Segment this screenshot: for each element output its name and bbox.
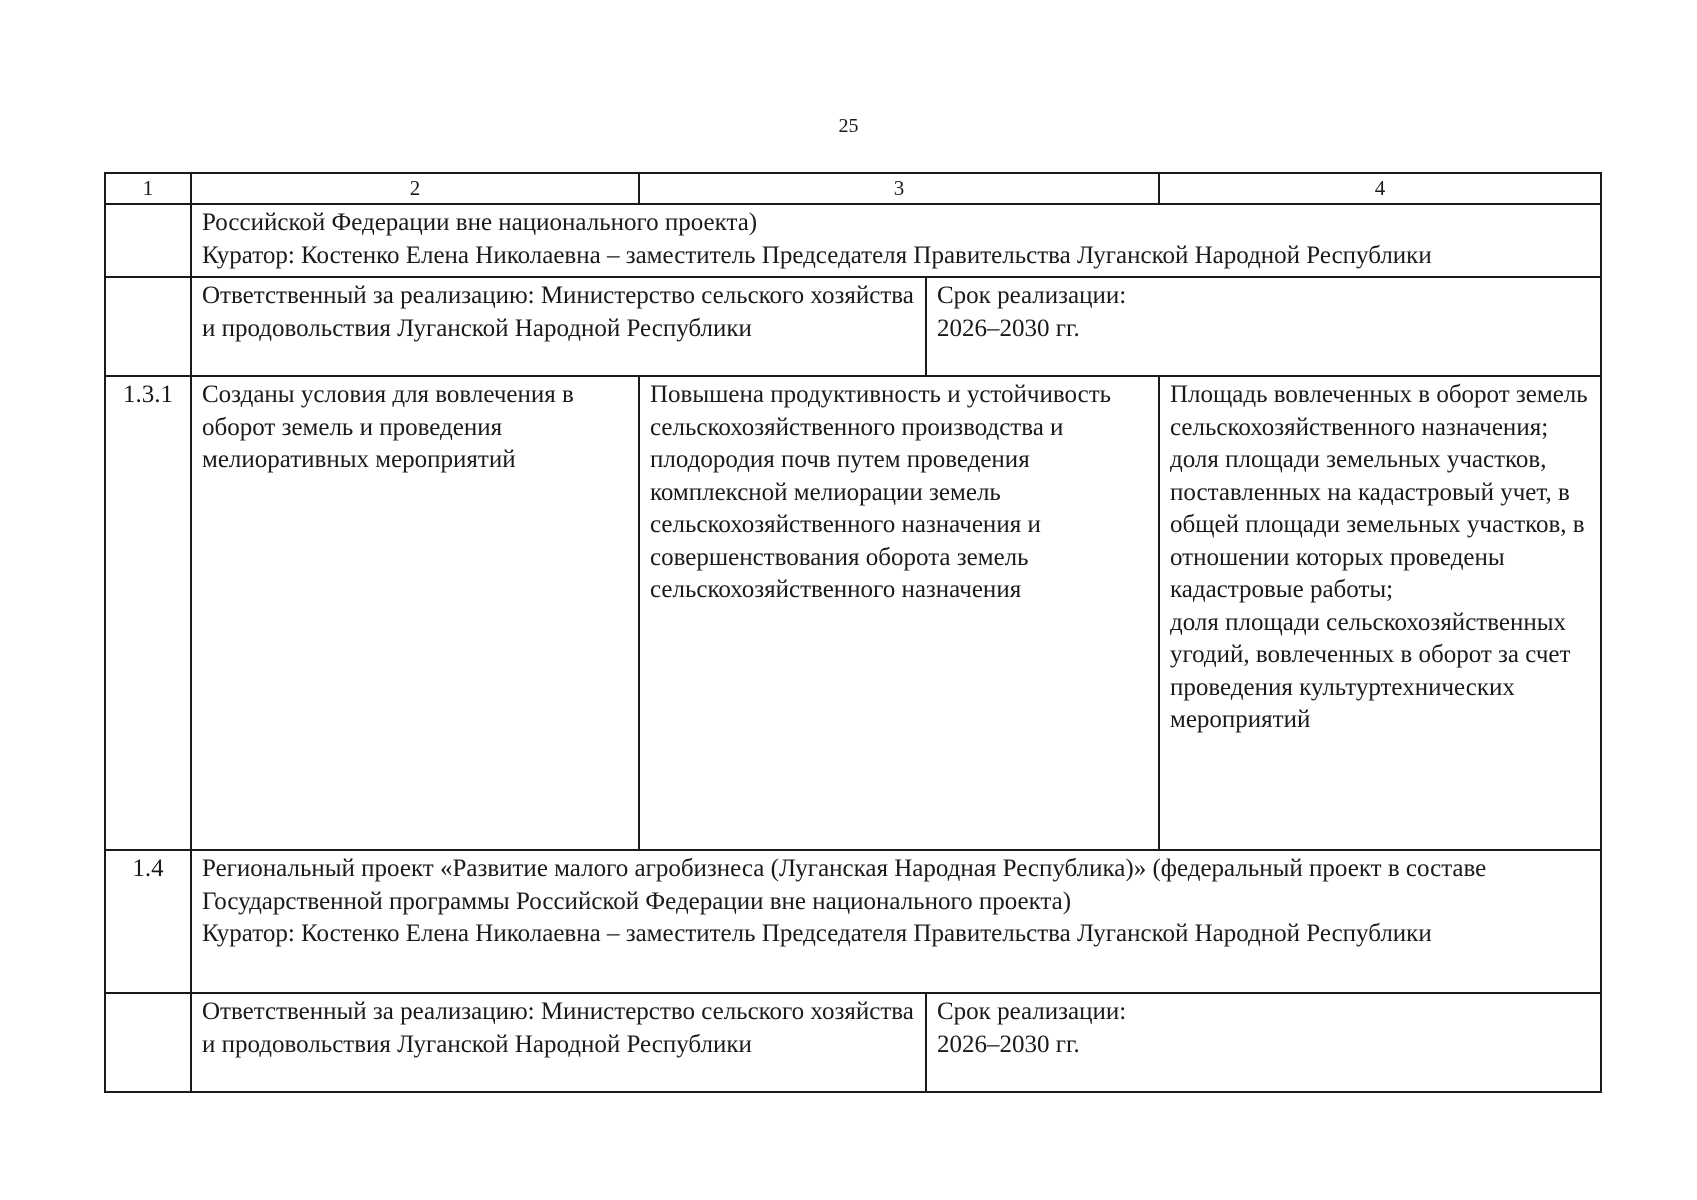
term-label: Срок реализации: [937,998,1127,1025]
responsible-row [105,993,1601,1092]
indicator-item: Площадь вовлеченных в оборот земель сельскохозяйственного назначения; [1170,381,1588,441]
empty-number-cell [105,204,191,277]
indicators-cell [1159,376,1601,850]
task-text: Созданы условия для вовлечения в оборот земель и проведения мелиоративных мероприятий [202,381,574,473]
responsible-row [105,277,1601,376]
term-value: 2026–2030 гг. [937,314,1080,342]
empty-number-cell [105,277,191,376]
header-col-1: 1 [105,173,191,204]
header-col-3: 3 [639,173,1159,204]
page-number: 25 [838,115,859,137]
section-curator: Куратор: Костенко Елена Николаевна – заместитель Председателя Правительства Луганской Народной Республики [202,241,1432,269]
measures-table [104,172,1602,1093]
responsible-text: Ответственный за реализацию: Министерство сельского хозяйства и продовольствия Луганской Народной Республики [202,282,914,342]
empty-number-cell [105,993,191,1092]
section-continuation-row [105,204,1601,277]
effect-cell [639,376,1159,850]
effect-text: Повышена продуктивность и устойчивость сельскохозяйственного производства и плодородия почв путем проведения комплексной мелиорации земель сельскохозяйственного назначения и совершенствования оборота земель сельскохозяйственного назначения [650,381,1112,603]
section-curator: Куратор: Костенко Елена Николаевна – заместитель Председателя Правительства Луганской Народной Республики [202,920,1432,947]
header-col-2: 2 [191,173,639,204]
section-row-1-4 [105,850,1601,993]
table-header-row [105,173,1601,204]
term-cell [926,993,1601,1092]
task-cell [191,376,639,850]
responsible-cell [191,277,926,376]
term-value: 2026–2030 гг. [937,1030,1080,1058]
section-continuation-cell [191,204,1601,277]
header-col-4: 4 [1159,173,1601,204]
responsible-text: Ответственный за реализацию: Министерство сельского хозяйства и продовольствия Луганской Народной Республики [202,998,914,1058]
row-number: 1.4 [105,850,191,993]
responsible-cell [191,993,926,1092]
indicator-item: доля площади сельскохозяйственных угодий, вовлеченных в оборот за счет проведения культуртехнических мероприятий [1170,608,1571,733]
term-cell [926,277,1601,376]
section-title: Региональный проект «Развитие малого агробизнеса (Луганская Народная Республика)» (федеральный проект в составе Государственной программы Российской Федерации вне национального проекта) [202,855,1487,915]
section-cell [191,850,1601,993]
table-row-1-3-1 [105,376,1601,850]
row-number: 1.3.1 [105,376,191,850]
section-title-continuation: Российской Федерации вне национального проекта) [202,209,758,236]
term-label: Срок реализации: [937,282,1127,309]
indicator-item: доля площади земельных участков, поставленных на кадастровый учет, в общей площади земельных участков, в отношении которых проведены кадастровые работы; [1170,446,1585,603]
